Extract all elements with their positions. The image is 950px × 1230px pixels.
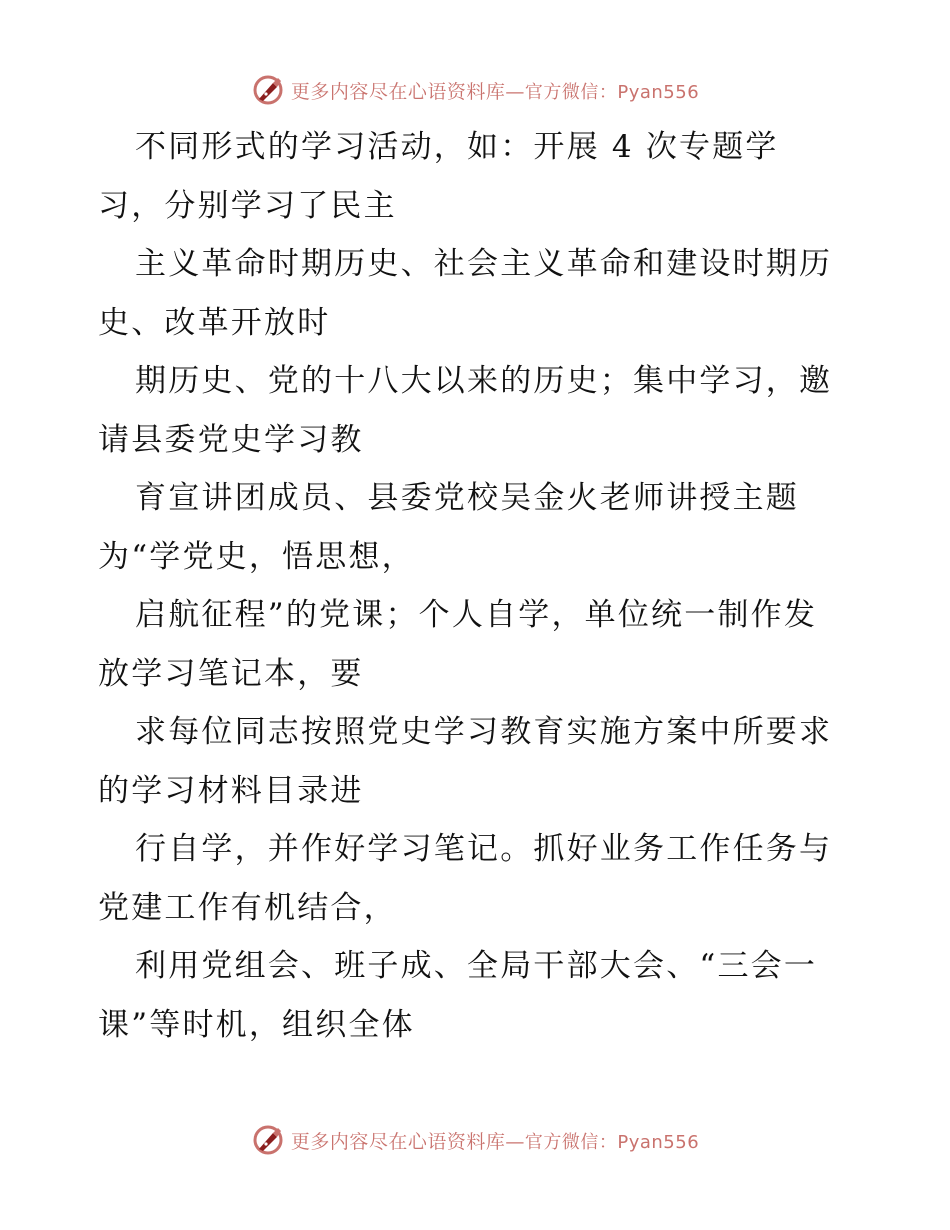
body-line: 为“学党史，悟思想，: [98, 538, 415, 575]
footer-separator: —: [505, 1130, 525, 1153]
header-banner: [0, 70, 950, 110]
pen-nib-circle-icon: [251, 73, 285, 107]
body-line: 行自学，并作好学习笔记。抓好业务工作任务与: [135, 831, 833, 867]
body-line: 求每位同志按照党史学习教育实施方案中所要求: [135, 714, 833, 750]
body-line: 利用党组会、班子成、全局干部大会、“三会一: [135, 948, 818, 984]
body-line: 主义革命时期历史、社会主义革命和建设时期历: [135, 246, 833, 282]
footer-contact-text: 官方微信：Pyan556: [524, 1131, 700, 1153]
body-line: 习，分别学习了民主: [98, 187, 397, 224]
header-separator: —: [505, 80, 525, 103]
body-line: 不同形式的学习活动，如：开展 4 次专题学: [135, 129, 779, 165]
body-line: 放学习笔记本，要: [98, 655, 364, 692]
body-line: 期历史、党的十八大以来的历史；集中学习，邀: [135, 363, 833, 399]
header-banner-text: [291, 77, 699, 104]
body-line: 党建工作有机结合，: [98, 889, 397, 926]
body-line: 请县委党史学习教: [98, 421, 364, 458]
body-line: 课”等时机，组织全体: [98, 1006, 415, 1043]
footer-banner-text: [291, 1127, 699, 1154]
pen-nib-circle-icon: [251, 1123, 285, 1157]
footer-site-text: 更多内容尽在心语资料库: [290, 1130, 506, 1153]
document-body: [98, 118, 858, 1054]
body-line: 启航征程”的党课；个人自学，单位统一制作发: [135, 597, 818, 633]
header-contact-text: 官方微信：Pyan556: [524, 81, 700, 103]
body-line: 的学习材料目录进: [98, 772, 364, 809]
body-line: 育宣讲团成员、县委党校吴金火老师讲授主题: [135, 480, 799, 516]
header-site-text: 更多内容尽在心语资料库: [290, 80, 506, 103]
footer-banner: [0, 1120, 950, 1160]
body-line: 史、改革开放时: [98, 304, 331, 341]
